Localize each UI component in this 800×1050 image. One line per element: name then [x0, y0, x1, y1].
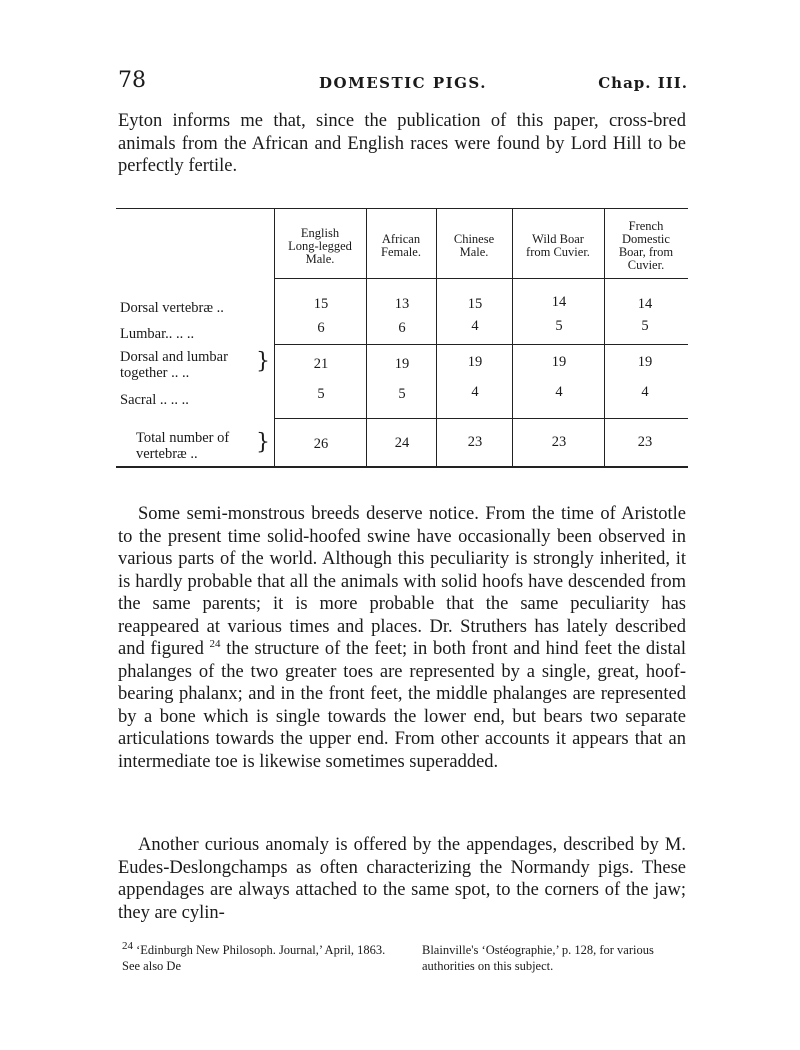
table-cell: 19 — [551, 354, 567, 370]
table-cell: 6 — [317, 320, 325, 336]
footnote-right-column: Blainville's ‘Ostéographie,’ p. 128, for various authorities on this subject. — [422, 943, 654, 973]
row-label-sacral: Sacral .. .. .. — [120, 392, 189, 408]
table-cell: 5 — [398, 386, 406, 402]
running-head — [118, 68, 688, 98]
main-paragraph-continuation: the structure of the feet; in both front and hind feet the distal phalanges of the two greater toes are represented by a single, great, hoof-bearing phalanx; and in the front feet, the middle phalanges are represented by a bone which is single towards the lower end, but bears two separate articulations towards the upper end. From other accounts it appears that an intermediate toe is likewise sometimes superadded. — [118, 639, 686, 772]
page-number: 78 — [118, 68, 146, 93]
table-cell: 4 — [471, 384, 479, 400]
table-cell: 23 — [551, 434, 567, 450]
row-label-lumbar: Lumbar.. .. .. — [120, 326, 195, 342]
row-group-rule — [274, 418, 688, 419]
table-bottom-rule — [116, 466, 688, 468]
running-title: DOMESTIC PIGS. — [319, 74, 487, 92]
table-cell: 23 — [467, 434, 483, 450]
brace-glyph: } — [256, 349, 270, 374]
footnote-marker: 24 — [122, 939, 133, 952]
column-header: Wild Boar from Cuvier. — [526, 232, 590, 259]
table-header-rule — [274, 278, 688, 279]
intro-paragraph: Eyton informs me that, since the publication of this paper, cross-bred animals from the African and English races were found by Lord Hill to be perfectly fertile. — [118, 111, 686, 176]
table-cell: 5 — [555, 318, 563, 334]
table-cell: 19 — [637, 354, 653, 370]
column-header: African Female. — [381, 232, 421, 259]
table-cell: 26 — [313, 436, 329, 452]
row-group-rule — [274, 344, 688, 345]
main-paragraph — [118, 503, 686, 773]
column-header: Chinese Male. — [453, 232, 495, 259]
table-cell: 6 — [398, 320, 406, 336]
table-cell: 15 — [467, 296, 483, 312]
table-cell: 5 — [317, 386, 325, 402]
table-top-rule — [116, 208, 688, 209]
footnote-left-column — [122, 939, 392, 974]
vertebrae-table — [116, 208, 688, 472]
footnote-text: ‘Edinburgh New Philosoph. Journal,’ April, 1863. See also De — [122, 943, 386, 973]
table-cell: 13 — [394, 296, 410, 312]
table-cell: 21 — [313, 356, 329, 372]
table-cell: 4 — [555, 384, 563, 400]
column-header: English Long-legged Male. — [288, 225, 352, 266]
column-header: French Domestic Boar, from Cuvier. — [618, 219, 674, 272]
table-cell: 4 — [471, 318, 479, 334]
chapter-reference: Chap. III. — [598, 74, 688, 92]
footnote-reference: 24 — [209, 637, 221, 650]
table-cell: 5 — [641, 318, 649, 334]
row-label-total: Total number of vertebræ .. — [136, 430, 230, 462]
brace-glyph: } — [256, 430, 270, 455]
table-cell: 15 — [313, 296, 329, 312]
main-paragraph-text: Some semi-monstrous breeds deserve notice. From the time of Aristotle to the present time solid-hoofed swine have occasionally been observed in various parts of the world. Although this peculiarity is strongly inherited, it is hardly probable that all the animals with solid hoofs have descended from the same parents; it is more probable that the same peculiarity has reappeared at various times and places. Dr. Struthers has lately described and figured — [118, 504, 686, 659]
row-label-dorsal: Dorsal vertebræ .. — [120, 300, 224, 316]
table-cell: 14 — [551, 294, 567, 310]
table-cell: 19 — [394, 356, 410, 372]
row-label-dorsal-lumbar: Dorsal and lumbar together .. .. — [120, 349, 228, 381]
table-cell: 4 — [641, 384, 649, 400]
table-cell: 14 — [637, 296, 653, 312]
table-cell: 19 — [467, 354, 483, 370]
table-cell: 23 — [637, 434, 653, 450]
second-paragraph: Another curious anomaly is offered by the appendages, described by M. Eudes-Deslongchamps as often characterizing the Normandy pigs. These appendages are always attached to the same spot, to the corners of the jaw; they are cylin- — [118, 835, 686, 923]
table-cell: 24 — [394, 435, 410, 451]
